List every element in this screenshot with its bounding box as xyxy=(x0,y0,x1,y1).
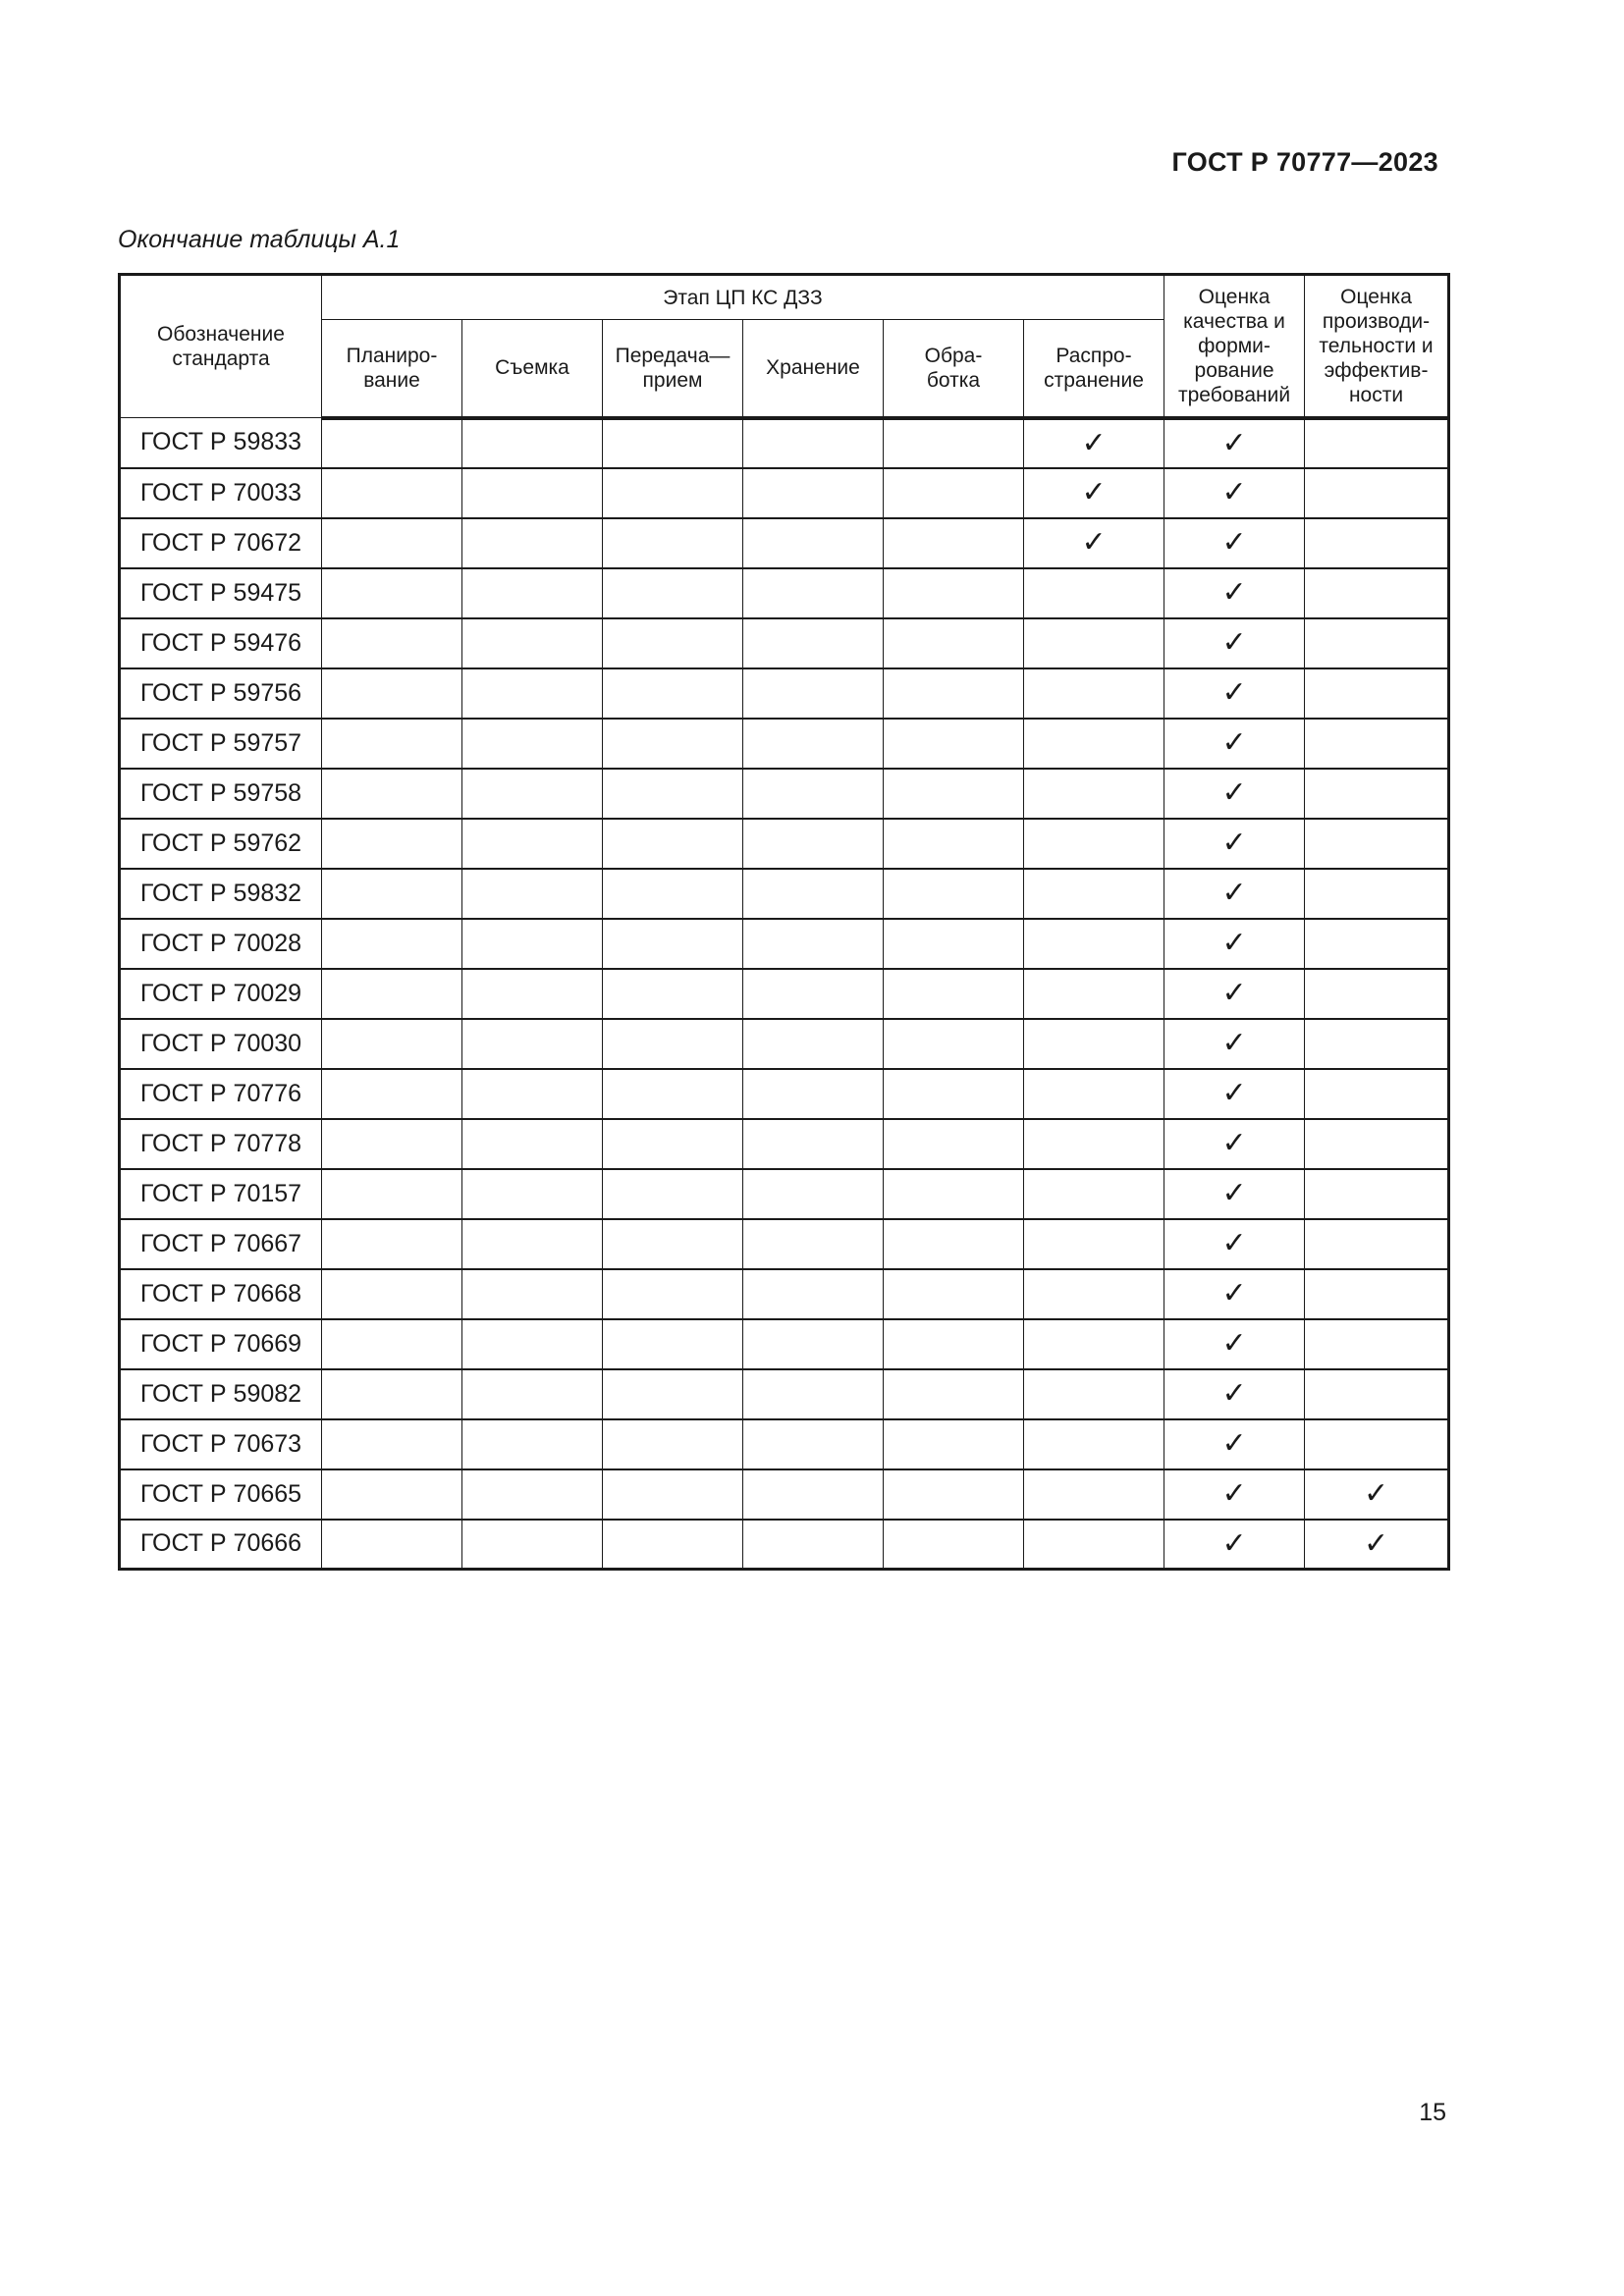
document-id-header: ГОСТ Р 70777—2023 xyxy=(1171,147,1438,177)
empty-cell xyxy=(322,618,462,668)
table-row xyxy=(120,418,1449,468)
check-mark-icon: ✓ xyxy=(1164,1219,1305,1269)
empty-cell xyxy=(322,819,462,869)
empty-cell xyxy=(743,1219,884,1269)
check-mark-icon: ✓ xyxy=(1164,1469,1305,1520)
empty-cell xyxy=(462,468,603,518)
standard-designation: ГОСТ Р 59832 xyxy=(120,869,322,919)
empty-cell xyxy=(1024,1269,1164,1319)
table-caption: Окончание таблицы А.1 xyxy=(118,226,401,253)
empty-cell xyxy=(743,919,884,969)
empty-cell xyxy=(743,568,884,618)
empty-cell xyxy=(462,869,603,919)
check-mark-icon: ✓ xyxy=(1164,1520,1305,1570)
empty-cell xyxy=(743,1169,884,1219)
empty-cell xyxy=(1305,1319,1449,1369)
empty-cell xyxy=(1305,969,1449,1019)
empty-cell xyxy=(1305,1369,1449,1419)
empty-cell xyxy=(603,1369,743,1419)
empty-cell xyxy=(322,1169,462,1219)
empty-cell xyxy=(884,1269,1024,1319)
header-stage-1: Съемка xyxy=(462,320,603,418)
standard-designation: ГОСТ Р 70033 xyxy=(120,468,322,518)
empty-cell xyxy=(322,668,462,719)
empty-cell xyxy=(884,418,1024,468)
standard-designation: ГОСТ Р 59082 xyxy=(120,1369,322,1419)
empty-cell xyxy=(603,1119,743,1169)
table-row xyxy=(120,919,1449,969)
empty-cell xyxy=(884,618,1024,668)
empty-cell xyxy=(1305,1119,1449,1169)
check-mark-icon: ✓ xyxy=(1164,668,1305,719)
empty-cell xyxy=(884,769,1024,819)
empty-cell xyxy=(743,518,884,568)
table-row xyxy=(120,568,1449,618)
table-row xyxy=(120,468,1449,518)
empty-cell xyxy=(322,1469,462,1520)
empty-cell xyxy=(462,1069,603,1119)
empty-cell xyxy=(322,1019,462,1069)
empty-cell xyxy=(1305,1069,1449,1119)
table-row xyxy=(120,1169,1449,1219)
empty-cell xyxy=(884,719,1024,769)
empty-cell xyxy=(603,468,743,518)
header-stage-5: Распро- странение xyxy=(1024,320,1164,418)
standard-designation: ГОСТ Р 59756 xyxy=(120,668,322,719)
standard-designation: ГОСТ Р 70673 xyxy=(120,1419,322,1469)
empty-cell xyxy=(1305,418,1449,468)
check-mark-icon: ✓ xyxy=(1164,1019,1305,1069)
table-row xyxy=(120,1319,1449,1369)
empty-cell xyxy=(884,869,1024,919)
header-performance: Оценка производи-тельности и эффектив-ности xyxy=(1305,275,1449,418)
table-row xyxy=(120,719,1449,769)
empty-cell xyxy=(322,418,462,468)
empty-cell xyxy=(603,969,743,1019)
empty-cell xyxy=(1024,769,1164,819)
table-row xyxy=(120,1119,1449,1169)
standard-designation: ГОСТ Р 70157 xyxy=(120,1169,322,1219)
empty-cell xyxy=(462,518,603,568)
table-row xyxy=(120,668,1449,719)
empty-cell xyxy=(462,719,603,769)
empty-cell xyxy=(603,1319,743,1369)
standard-designation: ГОСТ Р 70665 xyxy=(120,1469,322,1520)
empty-cell xyxy=(322,1269,462,1319)
empty-cell xyxy=(884,468,1024,518)
empty-cell xyxy=(743,819,884,869)
empty-cell xyxy=(603,1469,743,1520)
table-row xyxy=(120,1419,1449,1469)
empty-cell xyxy=(743,719,884,769)
empty-cell xyxy=(884,1219,1024,1269)
empty-cell xyxy=(462,1169,603,1219)
empty-cell xyxy=(603,1520,743,1570)
empty-cell xyxy=(884,1169,1024,1219)
empty-cell xyxy=(1024,1069,1164,1119)
standard-designation: ГОСТ Р 59475 xyxy=(120,568,322,618)
empty-cell xyxy=(603,518,743,568)
table-row xyxy=(120,1019,1449,1069)
standard-designation: ГОСТ Р 59762 xyxy=(120,819,322,869)
empty-cell xyxy=(1024,1169,1164,1219)
empty-cell xyxy=(322,568,462,618)
header-stage-3: Хранение xyxy=(743,320,884,418)
empty-cell xyxy=(462,1419,603,1469)
empty-cell xyxy=(743,1019,884,1069)
empty-cell xyxy=(884,1119,1024,1169)
empty-cell xyxy=(1024,819,1164,869)
empty-cell xyxy=(462,1369,603,1419)
empty-cell xyxy=(743,1369,884,1419)
standard-designation: ГОСТ Р 70669 xyxy=(120,1319,322,1369)
empty-cell xyxy=(1305,1269,1449,1319)
header-stage-2: Передача— прием xyxy=(603,320,743,418)
empty-cell xyxy=(322,769,462,819)
empty-cell xyxy=(603,418,743,468)
empty-cell xyxy=(1024,1319,1164,1369)
empty-cell xyxy=(743,1520,884,1570)
empty-cell xyxy=(603,618,743,668)
empty-cell xyxy=(462,819,603,869)
empty-cell xyxy=(603,1169,743,1219)
table-row xyxy=(120,1520,1449,1570)
empty-cell xyxy=(462,1119,603,1169)
standard-designation: ГОСТ Р 70667 xyxy=(120,1219,322,1269)
empty-cell xyxy=(603,668,743,719)
check-mark-icon: ✓ xyxy=(1164,1269,1305,1319)
standard-designation: ГОСТ Р 59476 xyxy=(120,618,322,668)
empty-cell xyxy=(1024,869,1164,919)
empty-cell xyxy=(462,668,603,719)
empty-cell xyxy=(743,1119,884,1169)
check-mark-icon: ✓ xyxy=(1164,1169,1305,1219)
check-mark-icon: ✓ xyxy=(1164,618,1305,668)
empty-cell xyxy=(1024,668,1164,719)
check-mark-icon: ✓ xyxy=(1164,1369,1305,1419)
empty-cell xyxy=(1305,919,1449,969)
empty-cell xyxy=(462,1469,603,1520)
empty-cell xyxy=(884,518,1024,568)
check-mark-icon: ✓ xyxy=(1164,819,1305,869)
empty-cell xyxy=(884,969,1024,1019)
empty-cell xyxy=(603,869,743,919)
empty-cell xyxy=(743,1469,884,1520)
check-mark-icon: ✓ xyxy=(1164,468,1305,518)
empty-cell xyxy=(743,618,884,668)
check-mark-icon: ✓ xyxy=(1164,919,1305,969)
empty-cell xyxy=(603,1269,743,1319)
empty-cell xyxy=(322,1369,462,1419)
check-mark-icon: ✓ xyxy=(1024,518,1164,568)
standard-designation: ГОСТ Р 59758 xyxy=(120,769,322,819)
empty-cell xyxy=(1024,1419,1164,1469)
empty-cell xyxy=(322,919,462,969)
empty-cell xyxy=(462,1019,603,1069)
empty-cell xyxy=(884,1019,1024,1069)
empty-cell xyxy=(743,969,884,1019)
empty-cell xyxy=(462,418,603,468)
check-mark-icon: ✓ xyxy=(1164,1069,1305,1119)
empty-cell xyxy=(322,1069,462,1119)
header-stage-4: Обра- ботка xyxy=(884,320,1024,418)
empty-cell xyxy=(1024,568,1164,618)
empty-cell xyxy=(1305,1219,1449,1269)
check-mark-icon: ✓ xyxy=(1164,1319,1305,1369)
standard-designation: ГОСТ Р 70668 xyxy=(120,1269,322,1319)
empty-cell xyxy=(1305,1419,1449,1469)
empty-cell xyxy=(884,1469,1024,1520)
check-mark-icon: ✓ xyxy=(1024,468,1164,518)
empty-cell xyxy=(462,1269,603,1319)
empty-cell xyxy=(1305,819,1449,869)
empty-cell xyxy=(1305,769,1449,819)
empty-cell xyxy=(743,869,884,919)
empty-cell xyxy=(322,1520,462,1570)
empty-cell xyxy=(322,1219,462,1269)
empty-cell xyxy=(462,969,603,1019)
check-mark-icon: ✓ xyxy=(1164,518,1305,568)
empty-cell xyxy=(1024,1219,1164,1269)
empty-cell xyxy=(884,1520,1024,1570)
empty-cell xyxy=(462,919,603,969)
check-mark-icon: ✓ xyxy=(1024,418,1164,468)
empty-cell xyxy=(743,418,884,468)
empty-cell xyxy=(462,1219,603,1269)
check-mark-icon: ✓ xyxy=(1305,1469,1449,1520)
check-mark-icon: ✓ xyxy=(1164,1119,1305,1169)
empty-cell xyxy=(603,568,743,618)
check-mark-icon: ✓ xyxy=(1164,568,1305,618)
table-row xyxy=(120,819,1449,869)
table-row xyxy=(120,518,1449,568)
empty-cell xyxy=(1305,719,1449,769)
empty-cell xyxy=(462,769,603,819)
empty-cell xyxy=(603,1419,743,1469)
empty-cell xyxy=(462,618,603,668)
empty-cell xyxy=(1305,1019,1449,1069)
empty-cell xyxy=(1024,919,1164,969)
empty-cell xyxy=(322,1119,462,1169)
empty-cell xyxy=(603,719,743,769)
empty-cell xyxy=(322,1419,462,1469)
standard-designation: ГОСТ Р 70776 xyxy=(120,1069,322,1119)
check-mark-icon: ✓ xyxy=(1164,769,1305,819)
empty-cell xyxy=(743,668,884,719)
empty-cell xyxy=(884,568,1024,618)
empty-cell xyxy=(1024,1119,1164,1169)
empty-cell xyxy=(322,518,462,568)
empty-cell xyxy=(884,1369,1024,1419)
empty-cell xyxy=(462,568,603,618)
table-row xyxy=(120,769,1449,819)
table-row xyxy=(120,869,1449,919)
standard-designation: ГОСТ Р 70666 xyxy=(120,1520,322,1570)
empty-cell xyxy=(1305,468,1449,518)
empty-cell xyxy=(322,869,462,919)
empty-cell xyxy=(322,719,462,769)
empty-cell xyxy=(603,919,743,969)
empty-cell xyxy=(1024,1520,1164,1570)
empty-cell xyxy=(603,769,743,819)
empty-cell xyxy=(603,1069,743,1119)
empty-cell xyxy=(884,819,1024,869)
standard-designation: ГОСТ Р 59757 xyxy=(120,719,322,769)
empty-cell xyxy=(1024,1019,1164,1069)
empty-cell xyxy=(1305,618,1449,668)
check-mark-icon: ✓ xyxy=(1305,1520,1449,1570)
standards-table xyxy=(118,273,1450,1571)
table-row xyxy=(120,1369,1449,1419)
table-row xyxy=(120,1269,1449,1319)
empty-cell xyxy=(603,1219,743,1269)
empty-cell xyxy=(1305,518,1449,568)
empty-cell xyxy=(1305,1169,1449,1219)
table-row xyxy=(120,969,1449,1019)
empty-cell xyxy=(884,1419,1024,1469)
empty-cell xyxy=(322,969,462,1019)
header-stage-0: Планиро- вание xyxy=(322,320,462,418)
standard-designation: ГОСТ Р 59833 xyxy=(120,418,322,468)
empty-cell xyxy=(884,1319,1024,1369)
empty-cell xyxy=(743,1269,884,1319)
page-number: 15 xyxy=(1419,2099,1446,2126)
empty-cell xyxy=(462,1520,603,1570)
empty-cell xyxy=(322,1319,462,1369)
empty-cell xyxy=(884,919,1024,969)
empty-cell xyxy=(603,1019,743,1069)
check-mark-icon: ✓ xyxy=(1164,969,1305,1019)
table-row xyxy=(120,1069,1449,1119)
check-mark-icon: ✓ xyxy=(1164,719,1305,769)
empty-cell xyxy=(884,1069,1024,1119)
empty-cell xyxy=(1305,668,1449,719)
check-mark-icon: ✓ xyxy=(1164,418,1305,468)
empty-cell xyxy=(1024,618,1164,668)
empty-cell xyxy=(743,1419,884,1469)
empty-cell xyxy=(322,468,462,518)
empty-cell xyxy=(1024,719,1164,769)
standard-designation: ГОСТ Р 70029 xyxy=(120,969,322,1019)
empty-cell xyxy=(1305,568,1449,618)
header-stage-group: Этап ЦП КС ДЗЗ xyxy=(322,275,1164,320)
standard-designation: ГОСТ Р 70028 xyxy=(120,919,322,969)
empty-cell xyxy=(1024,969,1164,1019)
table-row xyxy=(120,1219,1449,1269)
empty-cell xyxy=(743,769,884,819)
header-quality: Оценка качества и форми-рование требований xyxy=(1164,275,1305,418)
empty-cell xyxy=(462,1319,603,1369)
check-mark-icon: ✓ xyxy=(1164,869,1305,919)
empty-cell xyxy=(1305,869,1449,919)
empty-cell xyxy=(743,1069,884,1119)
empty-cell xyxy=(1024,1369,1164,1419)
empty-cell xyxy=(1024,1469,1164,1520)
standard-designation: ГОСТ Р 70778 xyxy=(120,1119,322,1169)
standard-designation: ГОСТ Р 70672 xyxy=(120,518,322,568)
standard-designation: ГОСТ Р 70030 xyxy=(120,1019,322,1069)
check-mark-icon: ✓ xyxy=(1164,1419,1305,1469)
empty-cell xyxy=(603,819,743,869)
empty-cell xyxy=(884,668,1024,719)
empty-cell xyxy=(743,1319,884,1369)
empty-cell xyxy=(743,468,884,518)
table-row xyxy=(120,1469,1449,1520)
header-designation: Обозначение стандарта xyxy=(120,275,322,418)
table-row xyxy=(120,618,1449,668)
